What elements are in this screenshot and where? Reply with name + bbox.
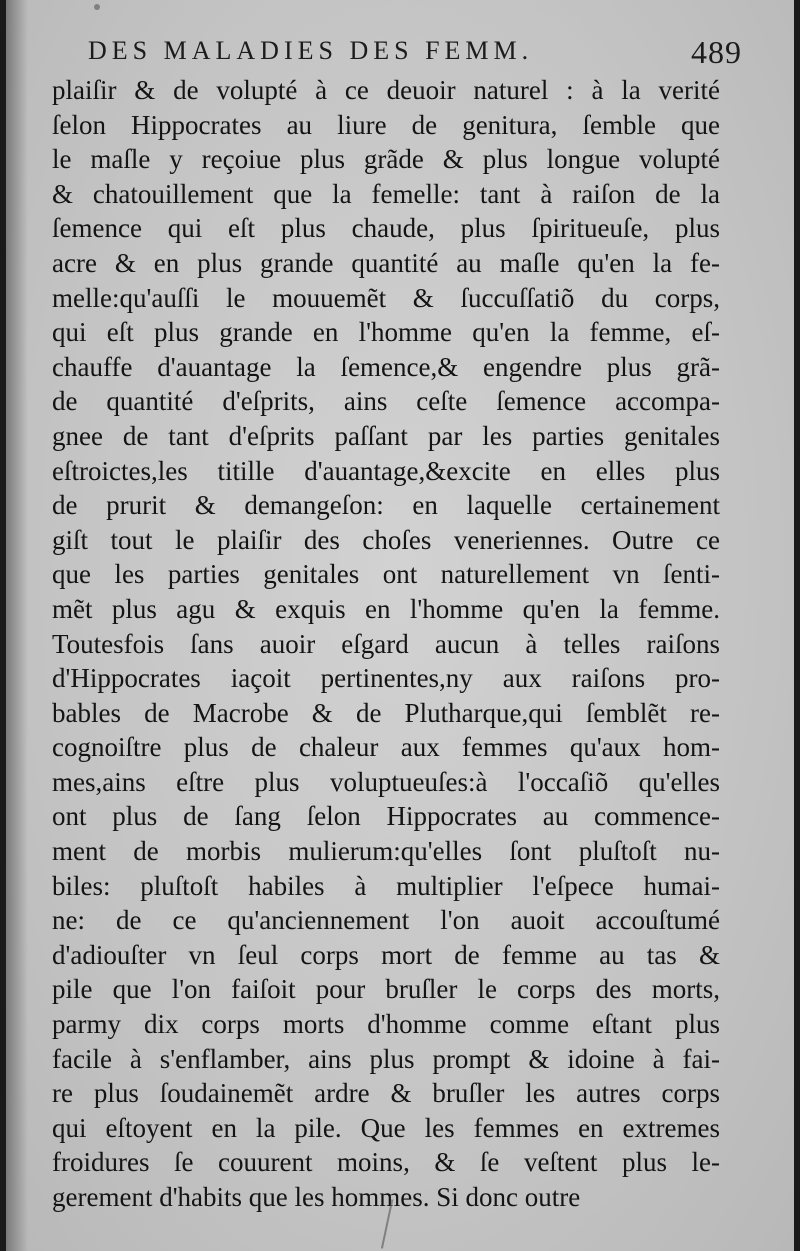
text-line: eſtroictes,les titille d'auantage,&excite en elles plus [52,455,720,486]
text-line: Toutesfois ſans auoir eſgard aucun à telles raiſons [52,628,720,659]
page-header [76,34,742,76]
text-line: pile que l'on faiſoit pour bruſler le corps des morts, [52,974,720,1005]
text-line: & chatouillement que la femelle: tant à raiſon de la [52,178,720,209]
text-line: d'adiouſter vn ſeul corps mort de femme au tas & [52,939,720,970]
text-line: ſelon Hippocrates au liure de genitura, ſemble que [52,109,720,140]
text-line: ment de morbis mulierum:qu'elles ſont pluſtoſt nu- [52,836,720,867]
text-line: cognoiſtre plus de chaleur aux femmes qu'aux hom- [52,732,720,763]
binding-gutter-shadow [6,0,28,1251]
text-line: ſemence qui eſt plus chaude, plus ſpiritueuſe, plus [52,213,720,244]
text-line: chauffe d'auantage la ſemence,& engendre plus grã- [52,351,720,382]
text-line: re plus ſoudainemẽt ardre & bruſler les autres corps [52,1078,720,1109]
text-line: mes,ains eſtre plus voluptueuſes:à l'occaſiõ qu'elles [52,766,720,797]
text-line: froidures ſe couurent moins, & ſe veſtent plus le- [52,1147,720,1178]
text-line: bables de Macrobe & de Plutharque,qui ſemblẽt re- [52,697,720,728]
ink-speck [94,4,100,10]
text-line: parmy dix corps morts d'homme comme eſtant plus [52,1009,720,1040]
text-line: de quantité d'eſprits, ains ceſte ſemence accompa- [52,386,720,417]
text-line: d'Hippocrates iaçoit pertinentes,ny aux raiſons pro- [52,663,720,694]
text-line: ont plus de ſang ſelon Hippocrates au commence- [52,801,720,832]
text-line: que les parties genitales ont naturellement vn ſenti- [52,559,720,590]
text-line: gnee de tant d'eſprits paſſant par les parties genitales [52,420,720,451]
book-page [6,0,794,1251]
text-line: facile à s'enflamber, ains plus prompt & idoine à fai- [52,1043,720,1074]
text-line: ne: de ce qu'anciennement l'on auoit accouſtumé [52,905,720,936]
running-title: DES MALADIES DES FEMM. [88,36,534,65]
text-line: gerement d'habits que les hommes. Si donc outre [52,1182,581,1212]
page-number: 489 [691,34,742,70]
text-line: le maſle y reçoiue plus grãde & plus longue volupté [52,144,720,175]
text-line: melle:qu'auſſi le mouuemẽt & ſuccuſſatiõ du corps, [52,282,720,313]
text-line: giſt tout le plaiſir des choſes veneriennes. Outre ce [52,524,720,555]
text-line: qui eſtoyent en la pile. Que les femmes en extremes [52,1112,720,1143]
text-line: biles: pluſtoſt habiles à multiplier l'eſpece humai- [52,870,720,901]
text-line: acre & en plus grande quantité au maſle qu'en la fe- [52,247,720,278]
body-text [52,73,720,1215]
text-line: qui eſt plus grande en l'homme qu'en la femme, eſ- [52,317,720,348]
text-line: mẽt plus agu & exquis en l'homme qu'en la femme. [52,593,720,624]
text-line: plaiſir & de volupté à ce deuoir naturel : à la verité [52,75,720,105]
text-line: de prurit & demangeſon: en laquelle certainement [52,490,720,521]
